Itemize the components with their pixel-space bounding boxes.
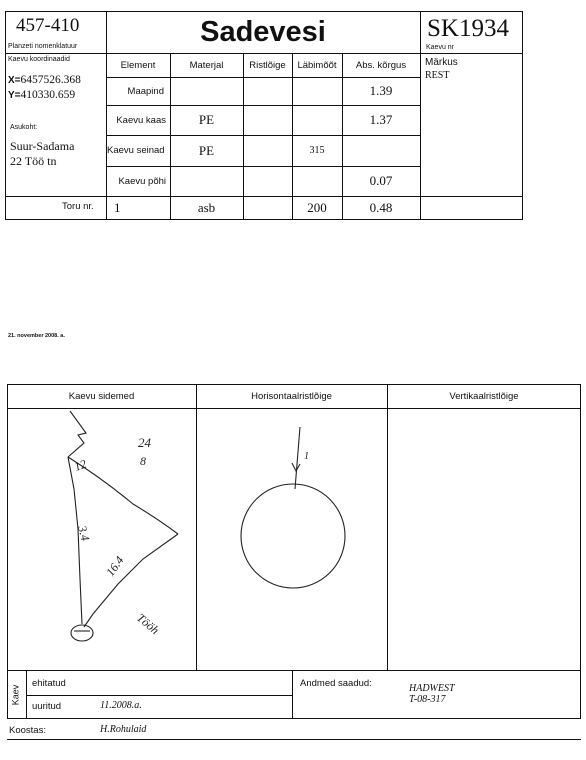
surveyed-label: uuritud xyxy=(32,701,62,712)
row-korgus: 0.07 xyxy=(369,173,393,188)
arrow-head xyxy=(292,463,300,471)
location-line2: 22 Töö tn xyxy=(10,154,57,168)
sketch-label: 3.4 xyxy=(75,524,93,543)
pipe-line xyxy=(295,427,300,489)
col-header-ristloige: Ristlõige xyxy=(249,59,286,71)
row-korgus: 1.39 xyxy=(369,83,393,98)
col-header-materjal: Materjal xyxy=(189,59,224,71)
col-title-sidemed: Kaevu sidemed xyxy=(68,390,135,402)
surveyed-value: 11.2008.a. xyxy=(100,700,142,711)
row-element: Maapind xyxy=(127,85,164,97)
row-materjal: PE xyxy=(198,142,215,158)
sketch-label: 8 xyxy=(140,454,146,468)
divider xyxy=(387,384,388,671)
source-line1: HADWEST xyxy=(409,683,455,694)
pipe-nr: 1 xyxy=(114,200,121,215)
sketch-label: 1 xyxy=(304,451,309,462)
row-materjal: PE xyxy=(198,112,215,127)
horizontal-section-sketch xyxy=(197,409,387,671)
col-title-vertikaal: Vertikaalristlõige xyxy=(449,390,519,402)
y-key: Y= xyxy=(8,90,21,101)
sketch-label: 12 xyxy=(72,456,89,474)
coords-label: Kaevu koordinaadid xyxy=(8,56,70,63)
y-value: 410330.659 xyxy=(20,89,76,101)
col-header-korgus: Abs. kõrgus xyxy=(355,59,407,71)
col-header-labimoot: Läbimõõt xyxy=(297,59,337,71)
sketch-well xyxy=(71,625,93,641)
well-id: SK1934 xyxy=(427,15,509,42)
col-title-horisontaal: Horisontaalristlõige xyxy=(251,390,332,402)
sketch-line xyxy=(68,411,86,457)
page-title: Sadevesi xyxy=(200,15,326,48)
location-line1: Suur-Sadama xyxy=(10,139,75,153)
pipe-korgus: 0.48 xyxy=(369,200,393,215)
row-element: Kaevu kaas xyxy=(116,114,166,126)
col-header-element: Element xyxy=(120,59,156,71)
well-circle xyxy=(241,484,345,588)
location-label: Asukoht: xyxy=(10,124,38,131)
built-label: ehitatud xyxy=(32,678,66,689)
well-ties-sketch xyxy=(8,409,196,671)
pipe-labimoot: 200 xyxy=(307,200,327,215)
footer-side-label: Kaev xyxy=(10,684,21,706)
source-line2: T-08-317 xyxy=(409,694,446,705)
pipe-label: Toru nr. xyxy=(62,201,94,212)
document-date: 21. november 2008. a. xyxy=(8,333,65,339)
y-coordinate xyxy=(8,85,75,103)
sketch-label: Tööh xyxy=(134,610,162,638)
compiler-value: H.Rohulaid xyxy=(100,724,147,735)
x-key: X= xyxy=(8,75,21,86)
divider xyxy=(243,53,244,220)
planzet-label: Planzeti nomenklatuur xyxy=(8,43,78,50)
row-korgus xyxy=(342,135,420,166)
remarks-value: REST xyxy=(425,70,450,81)
divider xyxy=(420,196,523,197)
sketch-label: 16.4 xyxy=(102,553,127,579)
remarks-label: Märkus xyxy=(425,57,458,68)
row-labimoot xyxy=(292,77,342,105)
divider xyxy=(26,695,292,696)
divider xyxy=(5,196,106,197)
divider xyxy=(7,739,581,740)
pipe-materjal: asb xyxy=(197,200,216,215)
row-materjal xyxy=(170,166,243,196)
row-materjal xyxy=(170,77,243,105)
x-value: 6457526.368 xyxy=(20,74,81,86)
row-labimoot xyxy=(292,105,342,135)
sketch-line xyxy=(84,534,178,627)
compiler-label: Koostas: xyxy=(9,725,46,736)
row-element: Kaevu põhi xyxy=(118,175,166,187)
divider xyxy=(420,11,421,220)
row-element: Kaevu seinad xyxy=(107,145,165,156)
row-labimoot: 315 xyxy=(309,145,325,156)
pipe-ristloige xyxy=(243,196,292,220)
source-label: Andmed saadud: xyxy=(300,678,372,689)
divider xyxy=(292,671,293,719)
row-korgus: 1.37 xyxy=(369,112,393,127)
sketch-label: 24 xyxy=(138,435,151,450)
well-no-label: Kaevu nr xyxy=(426,44,455,51)
planzet-number: 457-410 xyxy=(16,15,80,36)
row-labimoot xyxy=(292,166,342,196)
